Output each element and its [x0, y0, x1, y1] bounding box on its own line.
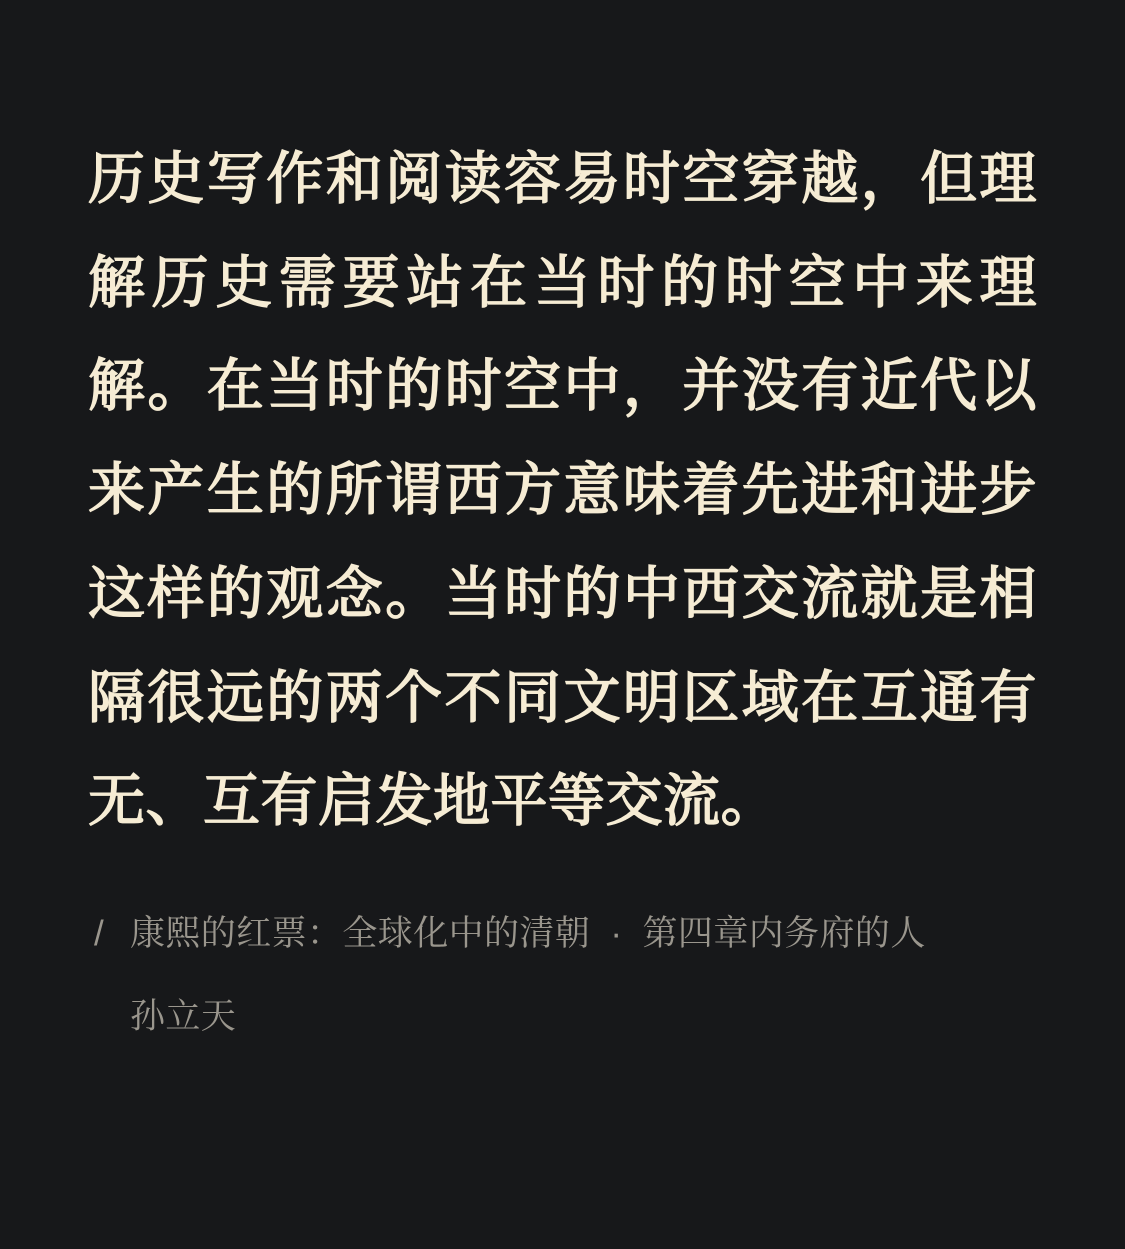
- slash-icon: /: [94, 914, 105, 954]
- source-separator: ·: [610, 914, 623, 954]
- quote-meta: [88, 906, 1037, 1043]
- author-name: 孙立天: [130, 996, 237, 1036]
- source-line: [94, 906, 1037, 963]
- chapter-title: 第四章内务府的人: [642, 914, 926, 954]
- quote-text: 历史写作和阅读容易时空穿越，但理解历史需要站在当时的时空中来理解。在当时的时空中，并没有近代以来产生的所谓西方意味着先进和进步这样的观念。当时的中西交流就是相隔很远的两个不同文明区域在互通有无、互有启发地平等交流。: [88, 147, 1037, 834]
- book-title: 康熙的红票：全球化中的清朝: [130, 914, 591, 954]
